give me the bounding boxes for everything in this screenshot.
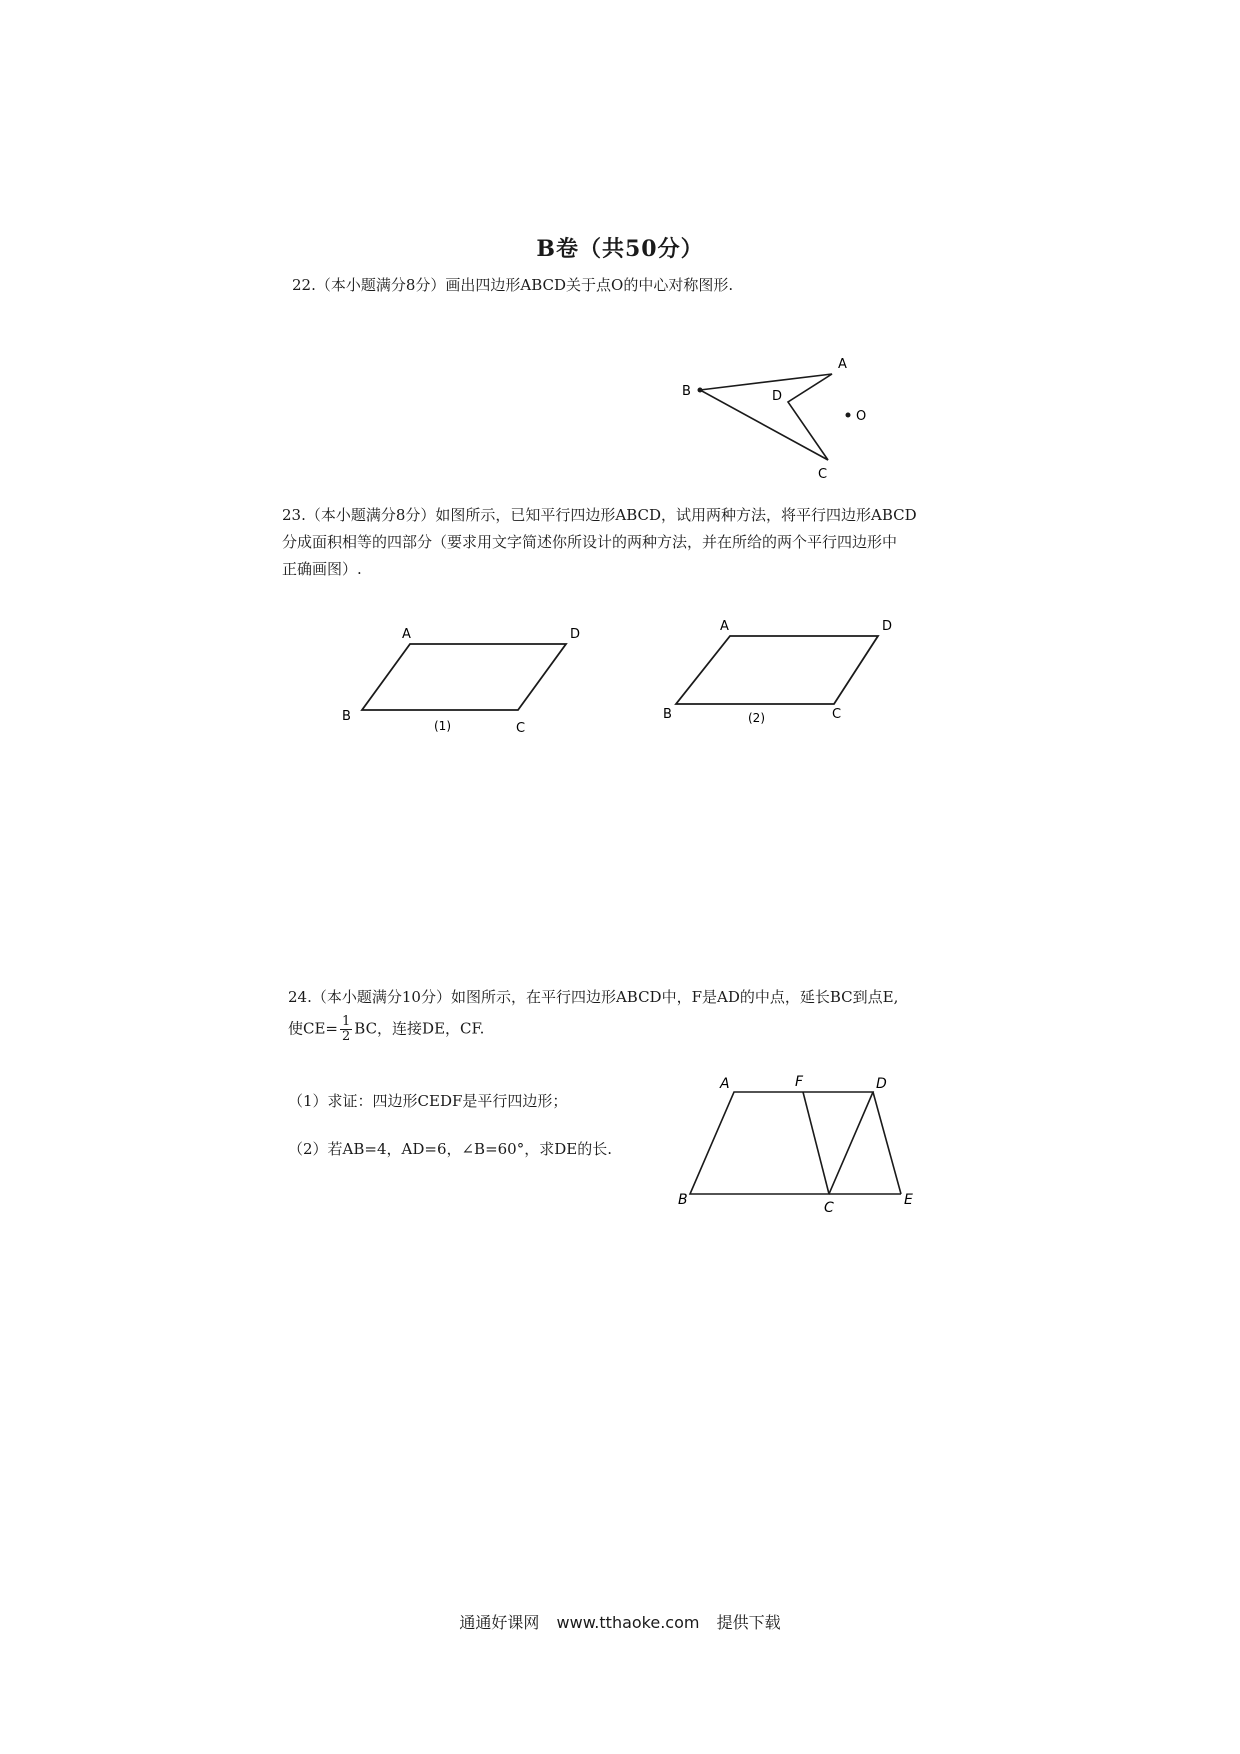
q22-label-d: D xyxy=(772,389,783,404)
q22-quadrilateral xyxy=(700,374,832,460)
q23-fig2-label-a: A xyxy=(720,619,729,634)
q22-label-b: B xyxy=(682,384,691,399)
q23-fig1-caption: (1) xyxy=(434,719,451,733)
q23-fig1-label-d: D xyxy=(570,627,581,642)
q23-fig2-caption: (2) xyxy=(748,711,765,725)
q24-part-1: （1）求证：四边形CEDF是平行四边形； xyxy=(288,1092,568,1110)
q24-parallelogram xyxy=(690,1092,873,1194)
q23-parallelogram-2 xyxy=(676,636,878,704)
q24-label-d: D xyxy=(876,1076,887,1092)
footer-url[interactable]: www.tthaoke.com xyxy=(556,1613,700,1632)
question-22-text: 22.（本小题满分8分）画出四边形ABCD关于点O的中心对称图形. xyxy=(292,276,734,294)
q24-line-1: 24.（本小题满分10分）如图所示，在平行四边形ABCD中，F是AD的中点，延长BC到点E, xyxy=(288,988,899,1006)
q23-figure-1 xyxy=(330,620,610,740)
q23-fig2-label-c: C xyxy=(832,707,842,722)
q22-label-c: C xyxy=(818,467,828,482)
q23-line-1: 23.（本小题满分8分）如图所示，已知平行四边形ABCD，试用两种方法，将平行四边形ABCD xyxy=(282,506,917,524)
q24-label-f: F xyxy=(795,1074,804,1090)
q22-label-a: A xyxy=(838,357,847,372)
q24-label-b: B xyxy=(678,1192,688,1208)
footer-site-name: 通通好课网 xyxy=(459,1613,540,1632)
q24-label-a: A xyxy=(720,1076,730,1092)
question-23-text xyxy=(282,502,1002,583)
q24-fraction-den: 2 xyxy=(342,1029,351,1044)
q23-figure-2 xyxy=(660,612,920,732)
q24-fraction xyxy=(340,1015,352,1044)
question-24-text xyxy=(288,984,1008,1044)
q24-label-c: C xyxy=(824,1200,834,1216)
q23-fig1-label-a: A xyxy=(402,627,411,642)
q23-line-2: 分成面积相等的四部分（要求用文字简述你所设计的两种方法，并在所给的两个平行四边形中 xyxy=(282,533,898,551)
q22-figure xyxy=(670,340,890,490)
q23-fig2-label-d: D xyxy=(882,619,893,634)
q24-line-2-post: BC，连接DE，CF. xyxy=(354,1019,485,1038)
q24-fraction-num: 1 xyxy=(342,1014,351,1029)
q22-point-o xyxy=(846,413,851,418)
q24-figure xyxy=(680,1070,940,1220)
q23-fig1-label-c: C xyxy=(516,721,526,736)
footer-suffix: 提供下载 xyxy=(716,1613,781,1632)
q24-line-2 xyxy=(288,1015,1008,1044)
q23-fig2-label-b: B xyxy=(663,707,672,722)
q23-parallelogram-1 xyxy=(362,644,566,710)
footer xyxy=(0,1610,1240,1633)
q24-part-2: （2）若AB=4，AD=6，∠B=60°，求DE的长. xyxy=(288,1140,612,1158)
section-title: B卷（共50分） xyxy=(536,236,704,262)
q24-line-2-pre: 使CE= xyxy=(288,1019,338,1038)
q23-fig1-label-b: B xyxy=(342,709,351,724)
q23-line-3: 正确画图）. xyxy=(282,560,362,578)
q22-label-o: O xyxy=(856,409,867,424)
q24-label-e: E xyxy=(904,1192,913,1208)
